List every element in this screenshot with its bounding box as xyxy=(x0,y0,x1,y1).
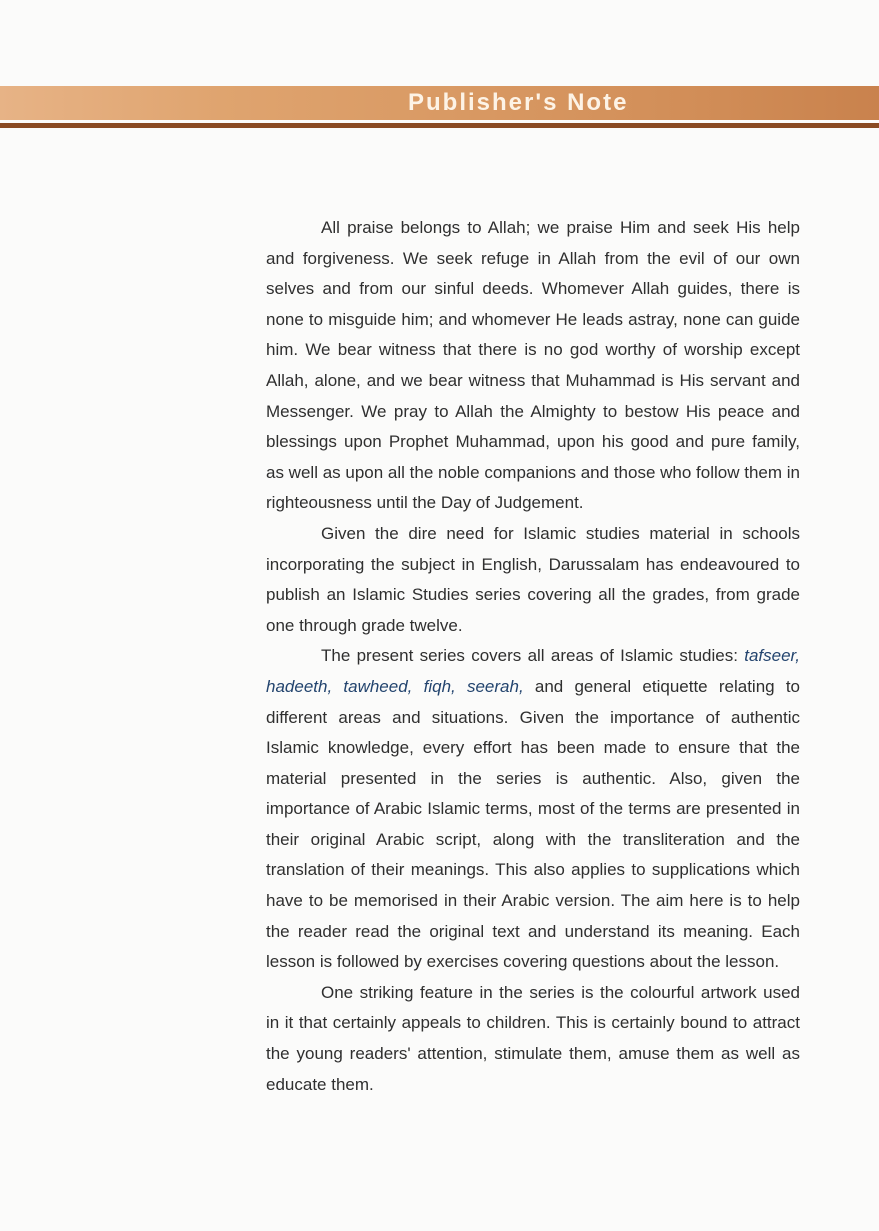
paragraph-artwork: One striking feature in the series is the colourful artwork used in it that certainly appeals to children. This is certainly bound to attract the young readers' attention, stimulate them, amuse them as well as educate them. xyxy=(266,982,800,1094)
header-divider xyxy=(0,123,879,128)
body-text xyxy=(266,213,800,1100)
page-title: Publisher's Note xyxy=(408,89,629,116)
paragraph-scope-intro: The present series covers all areas of Islamic studies: xyxy=(321,646,745,666)
paragraph-purpose: Given the dire need for Islamic studies material in schools incorporating the subject in English, Darussalam has endeavoured to publish an Islamic Studies series covering all the grades, from grade one through grade twelve. xyxy=(266,523,800,635)
paragraph-scope xyxy=(266,641,800,978)
islamic-terms: tafseer, hadeeth, tawheed, fiqh, seerah, xyxy=(266,646,800,696)
paragraph-praise: All praise belongs to Allah; we praise Him and seek His help and forgiveness. We seek refuge in Allah from the evil of our own selves and from our sinful deeds. Whomever Allah guides, there is none to misguide him; and whomever He leads astray, none can guide him. We bear witness that there is no god worthy of worship except Allah, alone, and we bear witness that Muhammad is His servant and Messenger. We pray to Allah the Almighty to bestow His peace and blessings upon Prophet Muhammad, upon his good and pure family, as well as upon all the noble companions and those who follow them in righteousness until the Day of Judgement. xyxy=(266,218,800,513)
paragraph-scope-rest: and general etiquette relating to different areas and situations. Given the importance of authentic Islamic knowledge, every effort has been made to ensure that the material presented in the series is authentic. Also, given the importance of Arabic Islamic terms, most of the terms are presented in their original Arabic script, along with the transliteration and the translation of their meanings. This also applies to supplications which have to be memorised in their Arabic version. The aim here is to help the reader read the original text and understand its meaning. Each lesson is followed by exercises covering questions about the lesson. xyxy=(266,676,800,972)
